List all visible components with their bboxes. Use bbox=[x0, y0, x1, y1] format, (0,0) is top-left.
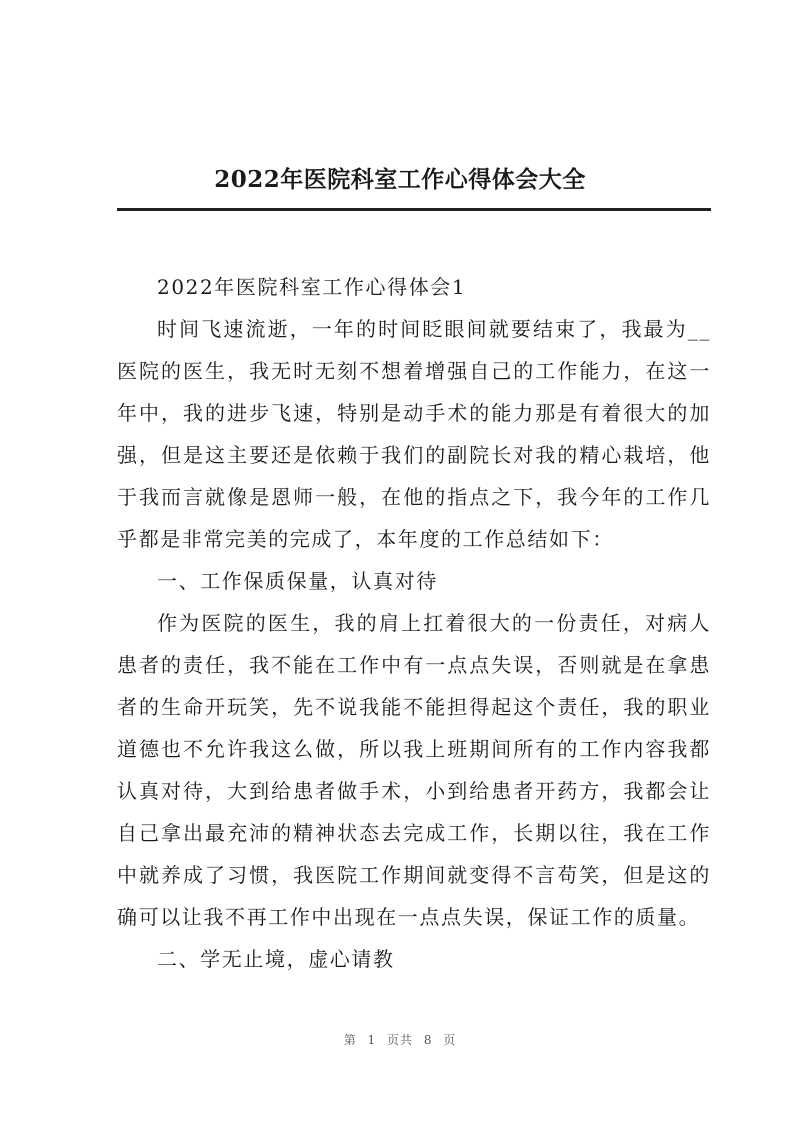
section-heading: 二、学无止境，虚心请教 bbox=[157, 947, 395, 971]
page-number-footer: 第 1 页共 8 页 bbox=[343, 1033, 457, 1047]
paragraph: 作为医院的医生，我的肩上扛着很大的一份责任，对病人患者的责任，我不能在工作中有一点点失误，否则就是在拿患者的生命开玩笑，先不说我能不能担得起这个责任，我的职业道德也不允许我这么做，所以我上班期间所有的工作内容我都认真对待，大到给患者做手术，小到给患者开药方，我都会让自己拿出最充沛的精神状态去完成工作，长期以往，我在工作中就养成了习惯，我医院工作期间就变得不言苟笑，但是这的确可以让我不再工作中出现在一点点失误，保证工作的质量。 bbox=[117, 611, 711, 929]
page-title: 2022年医院科室工作心得体会大全 bbox=[214, 166, 586, 193]
paragraph: 时间飞速流逝，一年的时间眨眼间就要结束了，我最为__医院的医生，我无时无刻不想着增强自己的工作能力，在这一年中，我的进步飞速，特别是动手术的能力那是有着很大的加强，但是这主要还是依赖于我们的副院长对我的精心栽培，他于我而言就像是恩师一般，在他的指点之下，我今年的工作几乎都是非常完美的完成了，本年度的工作总结如下： bbox=[117, 317, 711, 551]
section-heading: 一、工作保质保量，认真对待 bbox=[157, 569, 438, 593]
section-heading: 2022年医院科室工作心得体会1 bbox=[157, 275, 467, 299]
document-body bbox=[117, 266, 711, 980]
title-divider bbox=[117, 208, 711, 211]
